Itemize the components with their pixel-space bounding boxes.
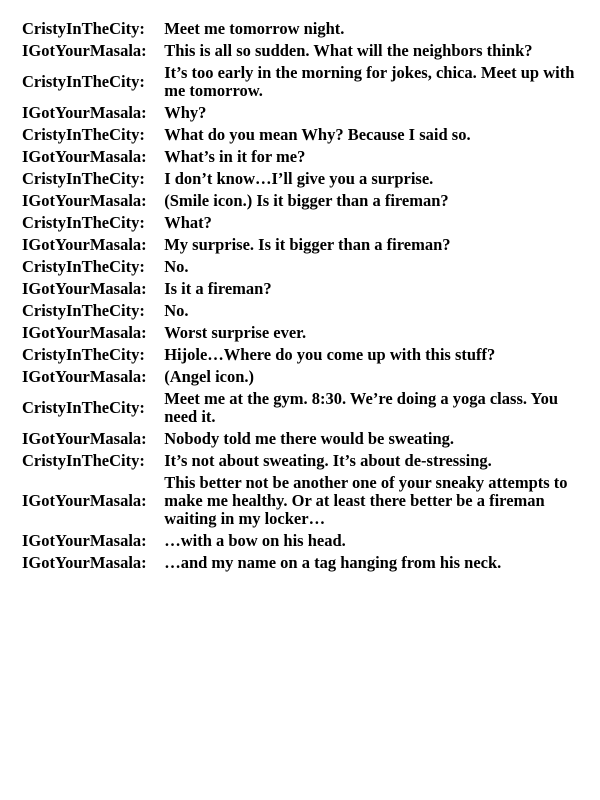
message-text: This better not be another one of your sneaky attempts to make me healthy. Or at least there better be a fireman waiting in my locker… <box>164 473 568 528</box>
message-text: Is it a fireman? <box>164 279 272 298</box>
chat-row <box>22 42 582 64</box>
speaker-name: IGotYourMasala: <box>22 279 147 298</box>
chat-row <box>22 452 582 474</box>
chat-row <box>22 302 582 324</box>
speaker-name: CristyInTheCity: <box>22 213 145 232</box>
message-text: My surprise. Is it bigger than a fireman? <box>164 235 451 254</box>
speaker-name: IGotYourMasala: <box>22 367 147 386</box>
speaker-name: CristyInTheCity: <box>22 451 145 470</box>
speaker-name: IGotYourMasala: <box>22 191 147 210</box>
message-text: No. <box>164 301 189 320</box>
chat-row <box>22 368 582 390</box>
message-text: Hijole…Where do you come up with this stuff? <box>164 345 496 364</box>
speaker-name: CristyInTheCity: <box>22 125 145 144</box>
message-text: What’s in it for me? <box>164 147 306 166</box>
chat-row <box>22 280 582 302</box>
speaker-name: IGotYourMasala: <box>22 147 147 166</box>
message-text: What? <box>164 213 212 232</box>
chat-row <box>22 64 582 104</box>
speaker-name: IGotYourMasala: <box>22 103 147 122</box>
message-text: Meet me tomorrow night. <box>164 19 345 38</box>
message-text: Nobody told me there would be sweating. <box>164 429 455 448</box>
speaker-name: CristyInTheCity: <box>22 257 145 276</box>
message-text: (Angel icon.) <box>164 367 255 386</box>
speaker-name: IGotYourMasala: <box>22 553 147 572</box>
speaker-name: IGotYourMasala: <box>22 41 147 60</box>
speaker-name: IGotYourMasala: <box>22 429 147 448</box>
chat-row <box>22 236 582 258</box>
chat-row <box>22 104 582 126</box>
message-text: …with a bow on his head. <box>164 531 346 550</box>
chat-row <box>22 390 582 430</box>
message-text: It’s too early in the morning for jokes, chica. Meet up with me tomorrow. <box>164 63 575 100</box>
chat-row <box>22 214 582 236</box>
chat-row <box>22 258 582 280</box>
speaker-name: IGotYourMasala: <box>22 323 147 342</box>
chat-row <box>22 192 582 214</box>
chat-row <box>22 532 582 554</box>
speaker-name: IGotYourMasala: <box>22 531 147 550</box>
speaker-name: IGotYourMasala: <box>22 235 147 254</box>
speaker-name: IGotYourMasala: <box>22 491 147 510</box>
chat-row <box>22 20 582 42</box>
speaker-name: CristyInTheCity: <box>22 169 145 188</box>
message-text: …and my name on a tag hanging from his neck. <box>164 553 502 572</box>
message-text: This is all so sudden. What will the neighbors think? <box>164 41 533 60</box>
message-text: Why? <box>164 103 207 122</box>
message-text: It’s not about sweating. It’s about de-stressing. <box>164 451 492 470</box>
chat-row <box>22 324 582 346</box>
chat-row <box>22 170 582 192</box>
message-text: Meet me at the gym. 8:30. We’re doing a yoga class. You need it. <box>164 389 559 426</box>
message-text: I don’t know…I’ll give you a surprise. <box>164 169 434 188</box>
speaker-name: CristyInTheCity: <box>22 398 145 417</box>
chat-row <box>22 554 582 576</box>
message-text: (Smile icon.) Is it bigger than a fireman? <box>164 191 449 210</box>
chat-row <box>22 430 582 452</box>
chat-transcript <box>22 20 582 576</box>
message-text: Worst surprise ever. <box>164 323 307 342</box>
chat-row <box>22 346 582 368</box>
chat-row <box>22 474 582 532</box>
chat-row <box>22 148 582 170</box>
message-text: What do you mean Why? Because I said so. <box>164 125 471 144</box>
speaker-name: CristyInTheCity: <box>22 19 145 38</box>
message-text: No. <box>164 257 189 276</box>
speaker-name: CristyInTheCity: <box>22 345 145 364</box>
speaker-name: CristyInTheCity: <box>22 72 145 91</box>
speaker-name: CristyInTheCity: <box>22 301 145 320</box>
transcript-body <box>22 20 582 576</box>
chat-row <box>22 126 582 148</box>
